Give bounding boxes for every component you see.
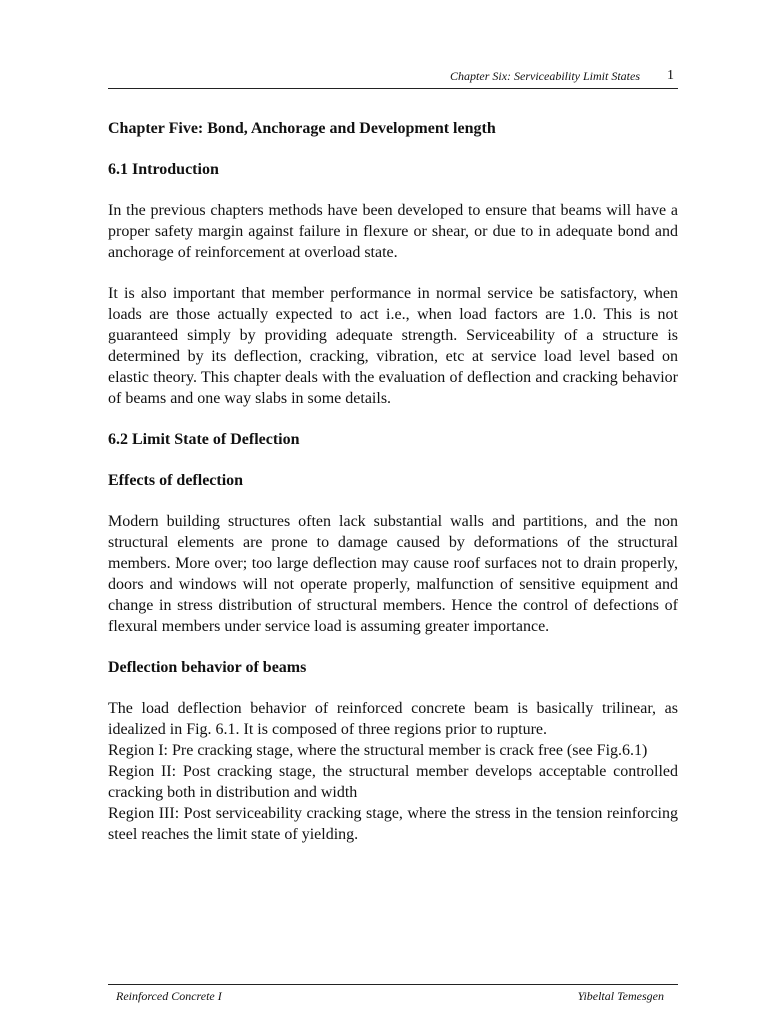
section-heading-introduction: 6.1 Introduction xyxy=(108,161,219,178)
chapter-title: Chapter Five: Bond, Anchorage and Development length xyxy=(108,120,496,137)
page-header xyxy=(108,66,678,89)
paragraph-region-2: Region II: Post cracking stage, the structural member develops acceptable controlled cracking both in distribution and width xyxy=(108,763,678,801)
paragraph-behavior: The load deflection behavior of reinforced concrete beam is basically trilinear, as idealized in Fig. 6.1. It is composed of three regions prior to rupture. xyxy=(108,700,678,738)
paragraph-region-1: Region I: Pre cracking stage, where the structural member is crack free (see Fig.6.1) xyxy=(108,742,648,759)
paragraph-intro-2: It is also important that member performance in normal service be satisfactory, when loads are those actually expected to act i.e., when load factors are 1.0. This is not guaranteed simply by providing adequate strength. Serviceability of a structure is determined by its deflection, cracking, vibration, etc at service load level based on elastic theory. This chapter deals with the evaluation of deflection and cracking behavior of beams and one way slabs in some details. xyxy=(108,285,678,407)
paragraph-intro-1: In the previous chapters methods have been developed to ensure that beams will have a proper safety margin against failure in flexure or shear, or due to in adequate bond and anchorage of reinforcement at overload state. xyxy=(108,202,678,261)
paragraph-region-3: Region III: Post serviceability cracking stage, where the stress in the tension reinforcing steel reaches the limit state of yielding. xyxy=(108,805,678,843)
paragraph-effects: Modern building structures often lack substantial walls and partitions, and the non structural elements are prone to damage caused by deformations of the structural members. More over; too large deflection may cause roof surfaces not to drain properly, doors and windows will not operate properly, malfunction of sensitive equipment and change in stress distribution of structural members. Hence the control of defections of flexural members under service load is assuming greater importance. xyxy=(108,513,678,635)
footer-author: Yibeltal Temesgen xyxy=(577,989,664,1003)
page-content xyxy=(108,118,678,845)
header-title: Chapter Six: Serviceability Limit States xyxy=(450,69,640,83)
subheading-effects: Effects of deflection xyxy=(108,472,244,489)
page-footer xyxy=(108,984,678,1007)
footer-course: Reinforced Concrete I xyxy=(116,989,222,1003)
section-heading-limit-state: 6.2 Limit State of Deflection xyxy=(108,431,300,448)
subheading-behavior: Deflection behavior of beams xyxy=(108,659,307,676)
page-number: 1 xyxy=(667,68,674,83)
